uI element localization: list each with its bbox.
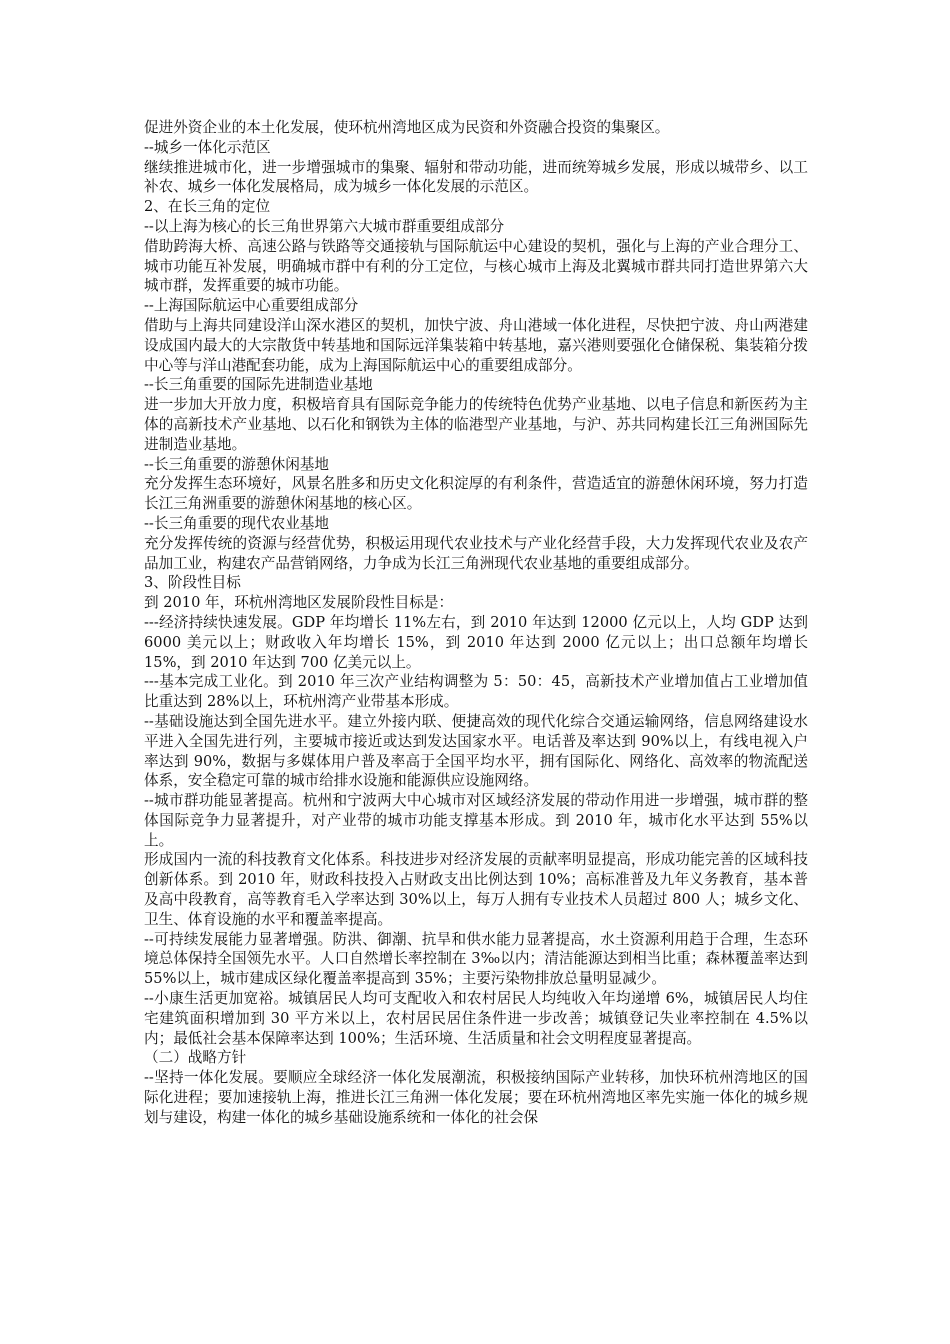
- paragraph: 借助与上海共同建设洋山深水港区的契机，加快宁波、舟山港域一体化进程，尽快把宁波、舟山两港建设成国内最大的大宗散货中转基地和国际远洋集装箱中转基地，嘉兴港则要强化仓储保税、集装箱分拨中心等与洋山港配套功能，成为上海国际航运中心的重要组成部分。: [144, 316, 808, 374]
- paragraph: --小康生活更加宽裕。城镇居民人均可支配收入和农村居民人均纯收入年均递增 6%，城镇居民人均住宅建筑面积增加到 30 平方米以上，农村居民居住条件进一步改善；城镇登记失业率控制在 4.5%以内；最低社会基本保障率达到 100%；生活环境、生活质量和社会文明程度显著提高。: [144, 990, 808, 1047]
- section-heading: --上海国际航运中心重要组成部分: [144, 297, 359, 315]
- section-heading: 2、在长三角的定位: [144, 198, 271, 216]
- paragraph: ---基本完成工业化。到 2010 年三次产业结构调整为 5：50：45，高新技术产业增加值占工业增加值比重达到 28%以上，环杭州湾产业带基本形成。: [144, 673, 808, 711]
- paragraph: 到 2010 年，环杭州湾地区发展阶段性目标是：: [144, 594, 454, 612]
- section-heading: （二）战略方针: [144, 1049, 247, 1067]
- section-heading: --长三角重要的游憩休闲基地: [144, 455, 329, 473]
- section-heading: --以上海为核心的长三角世界第六大城市群重要组成部分: [144, 217, 505, 235]
- section-heading: --长三角重要的现代农业基地: [144, 514, 329, 532]
- paragraph: --可持续发展能力显著增强。防洪、御潮、抗旱和供水能力显著提高，水土资源利用趋于合理，生态环境总体保持全国领先水平。人口自然增长率控制在 3‰以内；清洁能源达到相当比重；森林覆盖率达到 55%以上，城市建成区绿化覆盖率提高到 35%；主要污染物排放总量明显减少。: [144, 930, 808, 988]
- document-body: [144, 118, 808, 1128]
- paragraph: --基础设施达到全国先进水平。建立外接内联、便捷高效的现代化综合交通运输网络，信息网络建设水平进入全国先进行列，主要城市接近或达到发达国家水平。电话普及率达到 90%以上，有线电视入户率达到 90%，数据与多媒体用户普及率高于全国平均水平，拥有国际化、网络化、高效率的物流配送体系，安全稳定可靠的城市给排水设施和能源供应设施网络。: [144, 712, 808, 790]
- paragraph: 继续推进城市化，进一步增强城市的集聚、辐射和带动功能，进而统筹城乡发展，形成以城带乡、以工补农、城乡一体化发展格局，成为城乡一体化发展的示范区。: [144, 158, 808, 196]
- paragraph: --坚持一体化发展。要顺应全球经济一体化发展潮流，积极接纳国际产业转移，加快环杭州湾地区的国际化进程；要加速接轨上海，推进长江三角洲一体化发展；要在环杭州湾地区率先实施一体化的城乡规划与建设，构建一体化的城乡基础设施系统和一体化的社会保: [144, 1069, 808, 1126]
- section-heading: --城乡一体化示范区: [144, 138, 271, 156]
- paragraph: 借助跨海大桥、高速公路与铁路等交通接轨与国际航运中心建设的契机，强化与上海的产业合理分工、城市功能互补发展，明确城市群中有利的分工定位，与核心城市上海及北翼城市群共同打造世界第六大城市群，发挥重要的城市功能。: [144, 237, 808, 295]
- paragraph: 形成国内一流的科技教育文化体系。科技进步对经济发展的贡献率明显提高，形成功能完善的区域科技创新体系。到 2010 年，财政科技投入占财政支出比例达到 10%；高标准普及九年义务教育，基本普及高中段教育，高等教育毛入学率达到 30%以上，每万人拥有专业技术人员超过 800 人；城乡文化、卫生、体育设施的水平和覆盖率提高。: [144, 851, 808, 928]
- paragraph: ---经济持续快速发展。GDP 年均增长 11%左右，到 2010 年达到 12000 亿元以上，人均 GDP 达到 6000 美元以上；财政收入年均增长 15%，到 2010 年达到 2000 亿元以上；出口总额年均增长 15%，到 2010 年达到 700 亿美元以上。: [144, 613, 808, 671]
- paragraph: --城市群功能显著提高。杭州和宁波两大中心城市对区域经济发展的带动作用进一步增强，城市群的整体国际竞争力显著提升，对产业带的城市功能支撑基本形成。到 2010 年，城市化水平达到 55%以上。: [144, 792, 808, 849]
- section-heading: 3、阶段性目标: [144, 574, 241, 592]
- paragraph: 促进外资企业的本土化发展，使环杭州湾地区成为民资和外资融合投资的集聚区。: [144, 119, 670, 136]
- paragraph: 进一步加大开放力度，积极培育具有国际竞争能力的传统特色优势产业基地、以电子信息和新医药为主体的高新技术产业基地、以石化和钢铁为主体的临港型产业基地，与沪、苏共同构建长江三角洲国际先进制造业基地。: [144, 396, 808, 453]
- paragraph: 充分发挥传统的资源与经营优势，积极运用现代农业技术与产业化经营手段，大力发挥现代农业及农产品加工业，构建农产品营销网络，力争成为长江三角洲现代农业基地的重要组成部分。: [144, 534, 808, 572]
- section-heading: --长三角重要的国际先进制造业基地: [144, 376, 373, 394]
- paragraph: 充分发挥生态环境好，风景名胜多和历史文化积淀厚的有利条件，营造适宜的游憩休闲环境，努力打造长江三角洲重要的游憩休闲基地的核心区。: [144, 475, 808, 513]
